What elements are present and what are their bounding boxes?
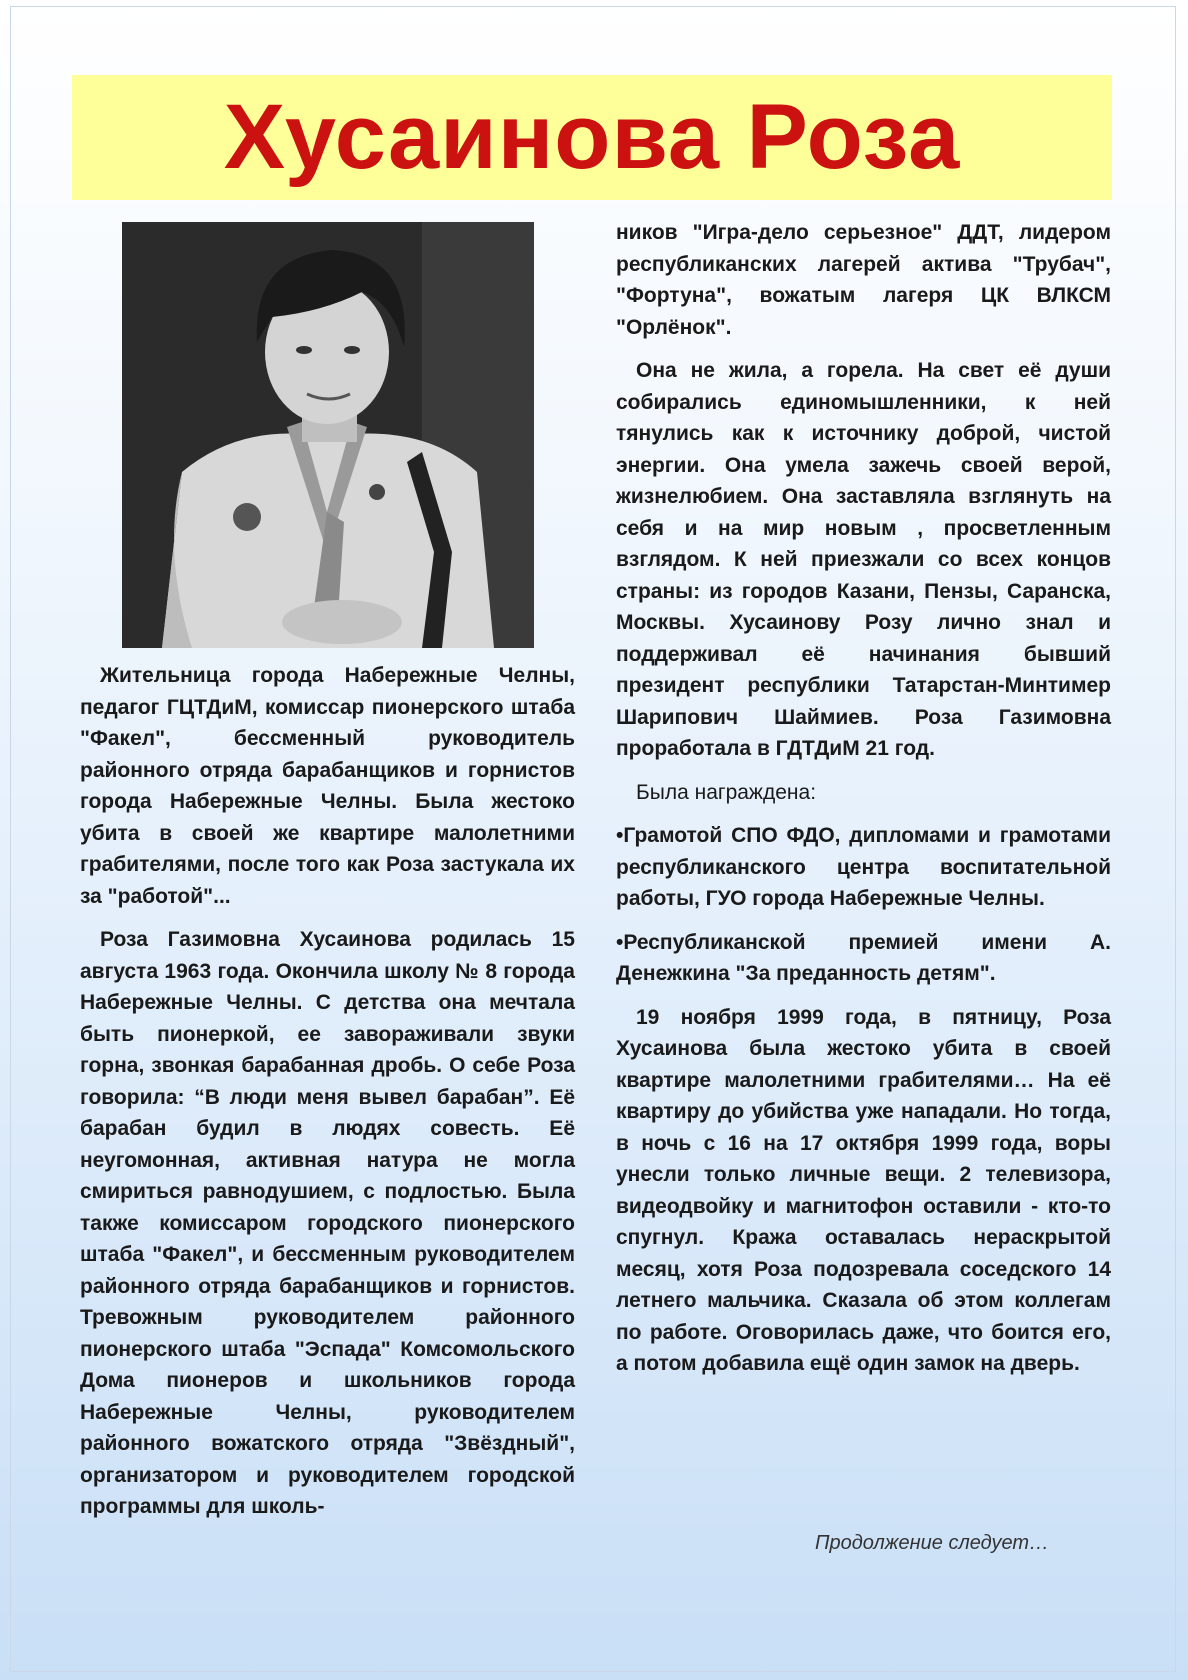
intro-paragraph: Жительница города Набережные Челны, педагог ГЦТДиМ, комиссар пионерского штаба "Факел", бессменный руководитель районного отряда барабанщиков и горнистов города Набережные Челны. Была жестоко убита в своей же квартире малолетними грабителями, после того как Роза застукала их за "работой"... xyxy=(80,664,575,908)
awards-heading: Была награждена: xyxy=(636,780,817,804)
page-title: Хусаинова Роза xyxy=(223,86,961,188)
title-banner xyxy=(72,75,1112,200)
award-item: •Республиканской премией имени А. Денежкина "За преданность детям". xyxy=(616,930,1111,985)
portrait-photo xyxy=(122,222,534,648)
biography-paragraph: Роза Газимовна Хусаинова родилась 15 августа 1963 года. Окончила школу № 8 города Набережные Челны. С детства она мечтала быть пионеркой, ее завораживали звуки горна, звонкая барабанная дробь. О себе Роза говорила: “В люди меня вывел барабан”. Её барабан будил в людях совесть. Её неугомонная, активная натура не могла смириться равнодушием, с подлостью. Была также комиссаром городского пионерского штаба "Факел", и бессменным руководителем районного отряда барабанщиков и горнистов. Тревожным руководителем районного пионерского штаба "Эспада" Комсомольского Дома пионеров и школьников города Набережные Челны, руководителем районного вожатского отряда "Звёздный", организатором и руководителем городской программы для школь- xyxy=(80,928,575,1518)
final-paragraph: 19 ноября 1999 года, в пятницу, Роза Хусаинова была жестоко убита в своей квартире малолетними грабителями… На её квартиру до убийства уже нападали. Но тогда, в ночь с 16 на 17 октября 1999 года, воры унесли только личные вещи. 2 телевизора, видеодвойку и магнитофон оставили - кто-то спугнул. Кража оставалась нераскрытой месяц, хотя Роза подозревала соседского 14 летнего мальчика. Сказала об этом коллегам по работе. Оговорилась даже, что боится его, а потом добавила ещё один замок на дверь. xyxy=(616,1005,1111,1375)
biography-continuation: ников "Игра-дело серьезное" ДДТ, лидером республиканских лагерей актива "Трубач", "Фортуна", вожатым лагеря ЦК ВЛКСМ "Орлёнок". xyxy=(616,221,1111,339)
tribute-paragraph: Она не жила, а горела. На свет её души собирались единомышленники, к ней тянулись как к источнику доброй, чистой энергии. Она умела зажечь своей верой, жизнелюбием. Она заставляла взглянуть на себя и на мир новым , просветленным взглядом. К ней приезжали со всех концов страны: из городов Казани, Пензы, Саранска, Москвы. Хусаинову Розу лично знал и поддерживал её начинания бывший президент республики Татарстан-Минтимер Шарипович Шаймиев. Роза Газимовна проработала в ГДТДиМ 21 год. xyxy=(616,359,1111,760)
right-column xyxy=(616,217,1111,1392)
award-item: •Грамотой СПО ФДО, дипломами и грамотами республиканского центра воспитательной работы, ГУО города Набережные Челны. xyxy=(616,824,1111,910)
continuation-note: Продолжение следует… xyxy=(815,1532,1050,1554)
left-column xyxy=(80,660,575,1535)
